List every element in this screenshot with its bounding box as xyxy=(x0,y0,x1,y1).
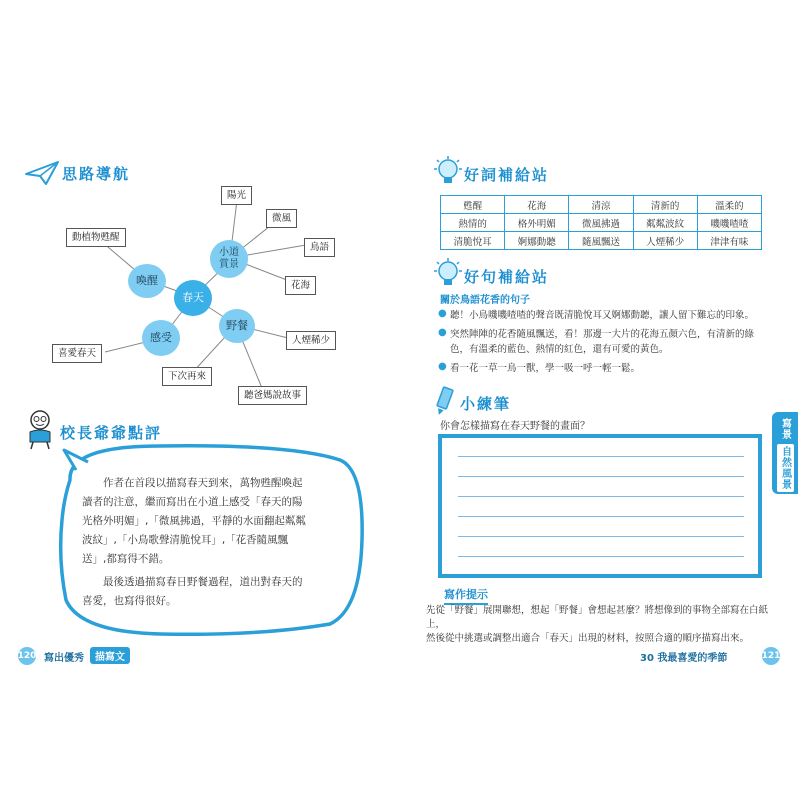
practice-question: 你會怎樣描寫在春天野餐的畫面？ xyxy=(440,421,590,432)
vocab-cell: 粼粼波紋 xyxy=(633,214,697,232)
sentences-list xyxy=(438,308,768,376)
mindmap-leaf-crowd: 人煙稀少 xyxy=(286,331,336,350)
vocab-title: 好詞補給站 xyxy=(464,166,550,184)
writing-line xyxy=(458,476,744,477)
mindmap-node-love: 感受 xyxy=(142,320,180,356)
mindmap-title: 思路導航 xyxy=(62,165,131,183)
list-item xyxy=(438,327,768,357)
mindmap-node-picnic: 野餐 xyxy=(219,309,255,343)
mindmap-node-small-road-label: 小道 賞景 xyxy=(219,246,239,270)
writing-line xyxy=(458,496,744,497)
vocab-cell: 嘰嘰喳喳 xyxy=(697,214,761,232)
bullet-dot: ● xyxy=(438,327,447,338)
vocab-cell: 清新的 xyxy=(633,196,697,214)
writing-line xyxy=(458,556,744,557)
list-item xyxy=(438,361,768,376)
writing-line xyxy=(458,536,744,537)
comment-body xyxy=(82,474,310,611)
vocab-row xyxy=(441,232,762,250)
mindmap-leaf-sunshine: 陽光 xyxy=(221,186,252,205)
tip-line-2: 然後從中挑選或調整出適合「春天」出現的材料，按照合適的順序描寫出來。 xyxy=(426,633,750,644)
writing-line xyxy=(458,456,744,457)
mindmap-node-small-road xyxy=(210,240,248,278)
vocab-row xyxy=(441,196,762,214)
sentences-title: 好句補給站 xyxy=(464,268,550,286)
tip-text xyxy=(426,604,774,646)
sentence-text: 看一花一草一鳥一獸，學一吸一呼一輕一鬆。 xyxy=(450,363,641,374)
left-page-number: 120 xyxy=(18,647,36,665)
bullet-dot: ● xyxy=(438,361,447,372)
mindmap-leaf-love-spring: 喜愛春天 xyxy=(52,344,102,363)
vocab-cell: 清涼 xyxy=(569,196,633,214)
mindmap-leaf-next-time: 下次再來 xyxy=(162,367,212,386)
vocab-cell: 甦醒 xyxy=(441,196,505,214)
vocab-cell: 花海 xyxy=(505,196,569,214)
vocab-cell: 隨風飄送 xyxy=(569,232,633,250)
tip-line-1: 先從「野餐」展開聯想，想起「野餐」會想起甚麼？將想像到的事物全部寫在白紙上， xyxy=(426,605,769,630)
vocab-cell: 人煙稀少 xyxy=(633,232,697,250)
vocab-cell: 清脆悅耳 xyxy=(441,232,505,250)
writing-line xyxy=(458,516,744,517)
left-footer-book-title: 寫出優秀 xyxy=(44,653,84,664)
sentences-subtitle: 關於鳥語花香的句子 xyxy=(440,295,530,306)
vocab-cell: 格外明媚 xyxy=(505,214,569,232)
comment-paragraph-1: 作者在首段以描寫春天到來，萬物甦醒喚起讀者的注意，繼而寫出在小道上感受「春天的陽光格外明媚」,「微風拂過，平靜的水面翻起粼粼波紋」,「小鳥歌聲清脆悅耳」,「花香隨風飄送」,都寫得不錯。 xyxy=(82,477,306,565)
lightbulb-icon xyxy=(434,258,462,290)
practice-title: 小練筆 xyxy=(460,395,512,413)
mindmap-leaf-flower-sea: 花海 xyxy=(285,276,316,295)
vocab-row xyxy=(441,214,762,232)
right-page-number: 121 xyxy=(762,647,780,665)
list-item xyxy=(438,308,768,323)
mindmap-leaf-animals-wake: 動植物甦醒 xyxy=(66,228,126,247)
mindmap-leaf-listen-story: 聽爸媽說故事 xyxy=(238,386,307,405)
vocab-cell: 津津有味 xyxy=(697,232,761,250)
mindmap-node-wake: 喚醒 xyxy=(128,264,166,298)
mindmap-leaf-birdsong: 鳥語 xyxy=(304,238,335,257)
side-tab xyxy=(772,412,798,494)
mindmap-leaf-breeze: 微風 xyxy=(266,209,297,228)
bullet-dot: ● xyxy=(438,308,447,319)
vocab-cell: 溫柔的 xyxy=(697,196,761,214)
left-footer-tag: 描寫文 xyxy=(90,647,130,664)
side-tab-line-1: 寫景 xyxy=(779,418,791,440)
right-footer-chapter: 30 我最喜愛的季節 xyxy=(640,653,728,664)
sentence-text: 聽！小鳥嘰嘰喳喳的聲音既清脆悅耳又婀娜動聽，讓人留下難忘的印象。 xyxy=(450,310,755,321)
sentence-text: 突然陣陣的花香隨風飄送，看！那邊一大片的花海五顏六色，有清新的綠色，有溫柔的藍色、熱情的紅色，還有可愛的黃色。 xyxy=(450,329,755,355)
vocab-cell: 婀娜動聽 xyxy=(505,232,569,250)
comment-title: 校長爺爺點評 xyxy=(60,424,163,442)
vocab-cell: 微風拂過 xyxy=(569,214,633,232)
tip-title: 寫作提示 xyxy=(444,586,488,605)
comment-paragraph-2: 最後透過描寫春日野餐過程，道出對春天的喜愛，也寫得很好。 xyxy=(82,576,303,607)
vocab-table xyxy=(440,195,762,250)
pencil-icon xyxy=(434,386,458,416)
vocab-cell: 熱情的 xyxy=(441,214,505,232)
lightbulb-icon xyxy=(434,156,462,188)
mindmap-center-node: 春天 xyxy=(174,280,212,316)
side-tab-line-2: 自然風景 xyxy=(777,444,794,492)
